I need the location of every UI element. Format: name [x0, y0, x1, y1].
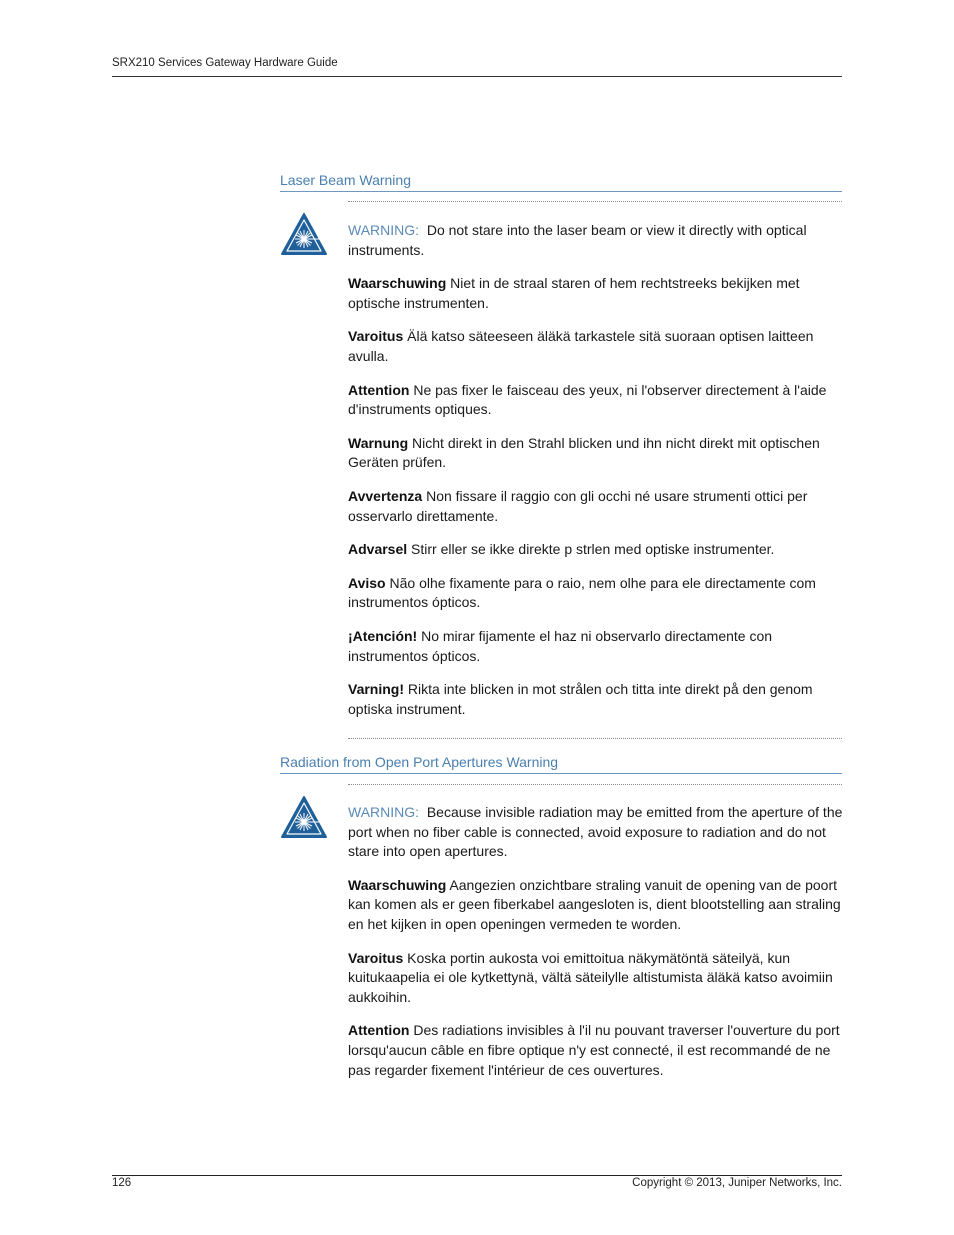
header-rule: [112, 76, 842, 77]
translation-label: Aviso: [348, 574, 386, 591]
translation-portuguese: [348, 574, 844, 613]
translation-text: Non fissare il raggio con gli occhi né usare strumenti ottici per osservarlo direttamente.: [348, 487, 808, 524]
warning-text: Do not stare into the laser beam or view it directly with optical instruments.: [348, 222, 807, 258]
translation-text: Stirr eller se ikke direkte p strlen med optiske instrumenter.: [411, 541, 775, 558]
translation-dutch: [348, 876, 844, 935]
warning-label: WARNING:: [348, 804, 420, 820]
translation-label: Waarschuwing: [348, 275, 447, 292]
translation-text: Aangezien onzichtbare straling vanuit de opening van de poort kan komen als er geen fiberkabel aangesloten is, dient blootstelling aan straling en het kijken in open openingen vermeden te worden.: [348, 876, 841, 932]
footer-rule: [112, 1175, 842, 1176]
page-number: 126: [112, 1177, 132, 1189]
laser-warning-icon: [280, 212, 328, 256]
translation-text: Älä katso säteeseen äläkä tarkastele sitä suoraan optisen laitteen avulla.: [348, 328, 814, 364]
translation-text: Não olhe fixamente para o raio, nem olhe para ele directamente com instrumentos ópticos.: [348, 574, 816, 611]
warning-block-radiation: [348, 803, 844, 1094]
translation-italian: [348, 487, 844, 526]
translation-text: Rikta inte blicken in mot strålen och titta inte direkt på den genom optiska instrument.: [348, 681, 813, 717]
translation-swedish: [348, 680, 844, 719]
dotted-divider: [348, 201, 842, 202]
translation-text: Nicht direkt in den Strahl blicken und ihn nicht direkt mit optischen Geräten prüfen.: [348, 434, 820, 471]
warning-label: WARNING:: [348, 222, 420, 238]
translation-norwegian: [348, 540, 844, 560]
warning-text: Because invisible radiation may be emitted from the aperture of the port when no fiber cable is connected, avoid exposure to radiation and do not stare into open apertures.: [348, 804, 843, 860]
section-laser-beam-warning: [280, 172, 842, 192]
translation-label: Attention: [348, 1022, 410, 1039]
section-title: Radiation from Open Port Apertures Warning: [280, 754, 842, 774]
laser-warning-icon: [280, 795, 328, 839]
translation-label: ¡Atención!: [348, 627, 418, 644]
translation-label: Attention: [348, 381, 410, 398]
running-header: SRX210 Services Gateway Hardware Guide: [112, 57, 338, 69]
translation-finnish: [348, 949, 844, 1008]
dotted-divider: [348, 738, 842, 739]
section-radiation-open-port: [280, 754, 842, 774]
translation-finnish: [348, 327, 844, 366]
translation-text: Ne pas fixer le faisceau des yeux, ni l'observer directement à l'aide d'instruments optiques.: [348, 381, 827, 418]
translation-text: Des radiations invisibles à l'il nu pouvant traverser l'ouverture du port lorsqu'aucun câble en fibre optique n'y est connecté, il est recommandé de ne pas regarder fixement l'intérieur de ces ouvertures.: [348, 1022, 840, 1078]
copyright-notice: Copyright © 2013, Juniper Networks, Inc.: [632, 1177, 842, 1189]
translation-label: Varoitus: [348, 328, 404, 345]
translation-french: [348, 381, 844, 420]
translation-label: Varning!: [348, 681, 405, 698]
dotted-divider: [348, 784, 842, 785]
translation-text: Niet in de straal staren of hem rechtstreeks bekijken met optische instrumenten.: [348, 275, 800, 311]
translation-label: Warnung: [348, 434, 409, 451]
translation-label: Advarsel: [348, 541, 408, 558]
translation-french: [348, 1021, 844, 1080]
warning-block-laser: [348, 221, 844, 733]
translation-label: Varoitus: [348, 949, 404, 966]
translation-label: Avvertenza: [348, 487, 423, 504]
section-title: Laser Beam Warning: [280, 172, 842, 192]
translation-label: Waarschuwing: [348, 876, 447, 893]
warning-paragraph: [348, 221, 844, 260]
translation-german: [348, 434, 844, 473]
translation-dutch: [348, 274, 844, 313]
warning-paragraph: [348, 803, 844, 862]
translation-spanish: [348, 627, 844, 666]
translation-text: No mirar fijamente el haz ni observarlo directamente con instrumentos ópticos.: [348, 627, 773, 664]
translation-text: Koska portin aukosta voi emittoitua näkymätöntä säteilyä, kun kuitukaapelia ei ole kytkettynä, vältä säteilylle altistumista äläkä katso avoimiin aukkoihin.: [348, 949, 833, 1005]
